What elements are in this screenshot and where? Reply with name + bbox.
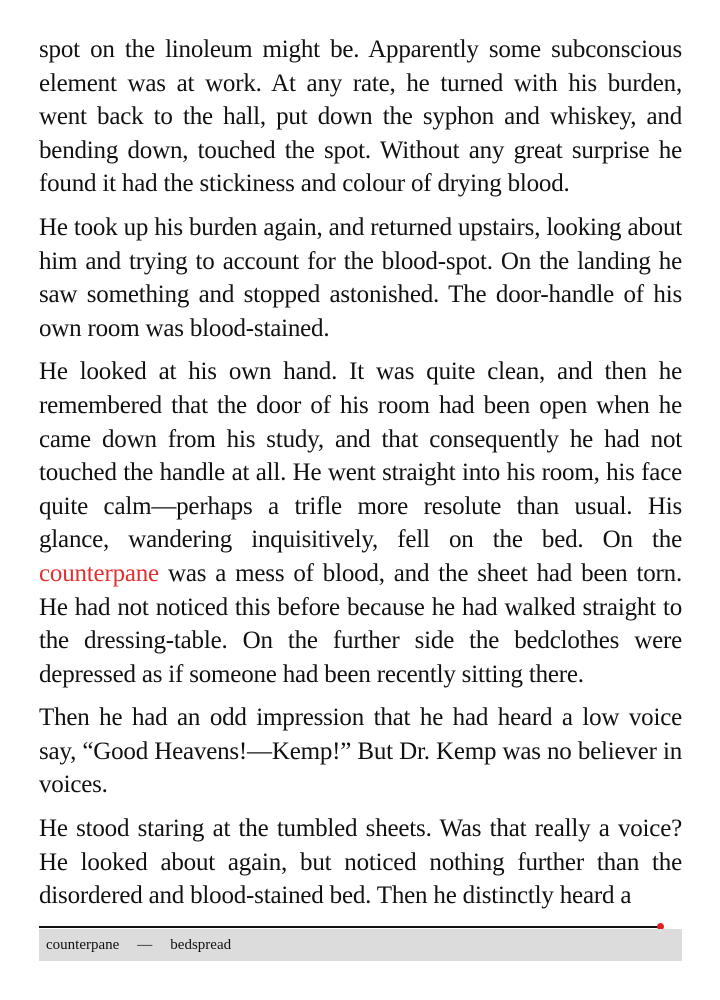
paragraph-4: Then he had an odd impression that he had heard a low voice say, “Good Heavens!—Kemp!” But Dr. Kemp was no believer in voices.	[39, 704, 682, 799]
glossary-word-counterpane[interactable]: counterpane	[39, 559, 159, 587]
paragraph-3-after: was a mess of blood, and the sheet had been torn. He had not noticed this before because he had walked straight to the dressing-table. On the further side the bedclothes were depressed as if someone had been recently sitting there.	[39, 559, 682, 688]
footnote-term: counterpane	[46, 936, 120, 953]
reading-progress-bar[interactable]	[39, 926, 661, 928]
footnote-definition: bedspread	[170, 936, 232, 953]
footnote-separator: —	[137, 936, 153, 953]
paragraph-3-before: He looked at his own hand. It was quite clean, and then he remembered that the door of his room had been open when he came down from his study, and that consequently he had not touched the handle at all. He went straight into his room, his face quite calm—perhaps a trifle more resolute than usual. His glance, wandering inquisitively, fell on the bed. On the	[39, 358, 682, 554]
paragraph-5: He stood staring at the tumbled sheets. Was that really a voice? He looked about again, but noticed nothing further than the disordered and blood-stained bed. Then he distinctly heard a	[39, 815, 682, 910]
glossary-footnote-bar	[39, 929, 682, 961]
paragraph-1: spot on the linoleum might be. Apparently some subconscious element was at work. At any rate, he turned with his burden, went back to the hall, put down the syphon and whiskey, and bending down, touched the spot. Without any great surprise he found it had the stickiness and colour of drying blood.	[39, 36, 682, 198]
paragraph-2: He took up his burden again, and returned upstairs, looking about him and trying to account for the blood-spot. On the landing he saw something and stopped astonished. The door-handle of his own room was blood-stained.	[39, 213, 682, 342]
paragraph-3	[39, 355, 682, 691]
reader-page	[39, 33, 682, 923]
